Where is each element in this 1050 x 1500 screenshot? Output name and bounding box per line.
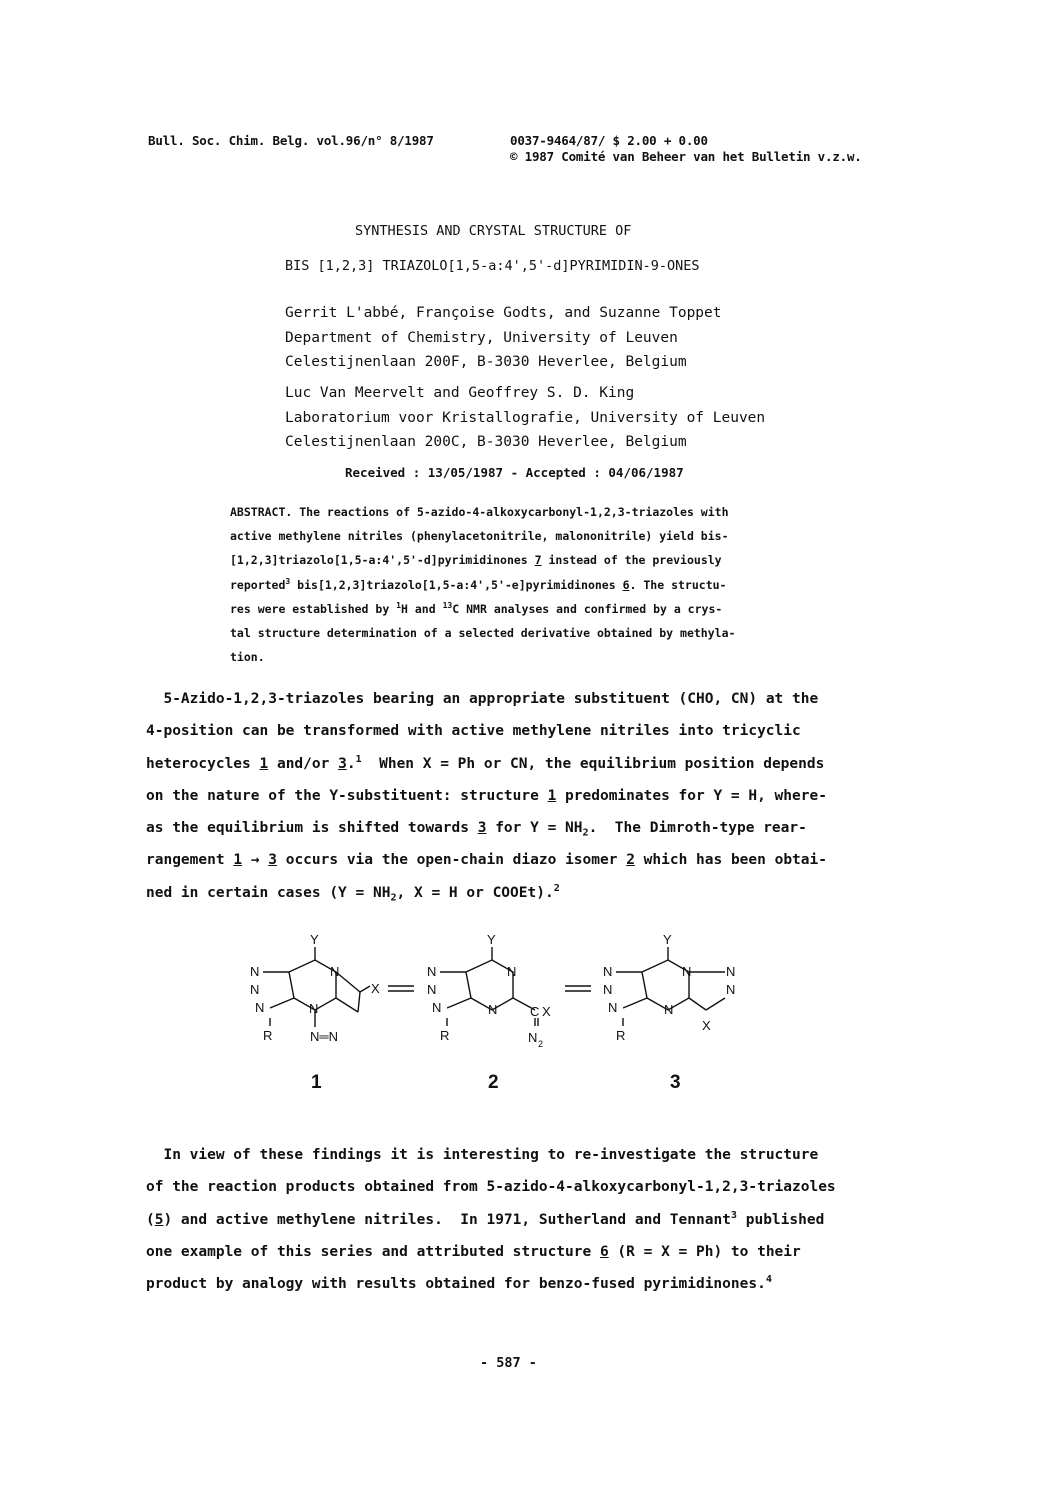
author-dept-1: Department of Chemistry, University of Leuven: [285, 329, 678, 346]
copyright-line: © 1987 Comité van Beheer van het Bulletin v.z.w.: [510, 149, 862, 164]
author-dept-2: Laboratorium voor Kristallografie, University of Leuven: [285, 409, 766, 426]
svg-text:C: C: [530, 1004, 540, 1019]
compound-ref: 7: [534, 553, 542, 568]
structures-svg: [230, 930, 770, 1130]
svg-text:N: N: [726, 964, 736, 979]
svg-text:N: N: [432, 1000, 442, 1015]
compound-ref: 6: [622, 577, 630, 592]
abstract-line: ABSTRACT. The reactions of 5-azido-4-alkoxycarbonyl-1,2,3-triazoles with: [230, 505, 729, 519]
svg-text:N: N: [682, 964, 692, 979]
svg-text:2: 2: [538, 1039, 544, 1049]
paragraph-1: [146, 683, 906, 909]
abstract-line: active methylene nitriles (phenylacetonitrile, malononitrile) yield bis-: [230, 529, 729, 544]
author-names-2: Luc Van Meervelt and Geoffrey S. D. King: [285, 385, 635, 401]
svg-text:X: X: [542, 1004, 551, 1019]
svg-text:N: N: [608, 1000, 618, 1015]
svg-text:N: N: [255, 1000, 265, 1015]
body-line: ned in certain cases ($Y = NH_2$, X = H or COOEt).$^2$: [146, 882, 560, 904]
svg-text:R: R: [440, 1028, 450, 1043]
body-line: 4-position can be transformed with active methylene nitriles into tricyclic: [146, 723, 801, 740]
body-line: In view of these findings it is interesting to re-investigate the structure: [163, 1147, 819, 1163]
svg-text:N: N: [250, 964, 260, 979]
author-address-1: Celestijnenlaan 200F, B-3030 Heverlee, Belgium: [285, 354, 687, 370]
structure-number-3: 3: [670, 1072, 681, 1093]
abstract-line: reported$^3$ bis[1,2,3]triazolo[1,5-a:4',5'-e]pyrimidinones 6. The structu-: [230, 576, 727, 592]
svg-text:N: N: [309, 1001, 319, 1016]
svg-text:N: N: [603, 964, 613, 979]
body-line: on the nature of the Y-substituent: structure 1 predominates for Y = H, where-: [146, 787, 827, 804]
title-line-2: BIS [1,2,3] TRIAZOLO[1,5-a:4',5'-d]PYRIMIDIN-9-ONES: [285, 258, 700, 274]
author-address-2: Celestijnenlaan 200C, B-3030 Heverlee, Belgium: [285, 434, 687, 450]
svg-text:Y: Y: [663, 932, 672, 947]
page-number: - 587 -: [480, 1355, 537, 1371]
received-date: Received : 13/05/1987 - Accepted : 04/06/1987: [345, 465, 684, 480]
svg-text:N: N: [488, 1002, 498, 1017]
svg-text:N: N: [507, 964, 517, 979]
title-line-1: SYNTHESIS AND CRYSTAL STRUCTURE OF: [355, 223, 632, 239]
issn-price: 0037-9464/87/ $ 2.00 + 0.00: [510, 133, 708, 148]
author-names-1: Gerrit L'abbé, Françoise Godts, and Suzanne Toppet: [285, 305, 722, 321]
author-block-2: [285, 381, 765, 455]
svg-text:X: X: [371, 981, 380, 996]
abstract-line: tal structure determination of a selected derivative obtained by methyla-: [230, 626, 736, 641]
body-line: 5-Azido-1,2,3-triazoles bearing an appropriate substituent (CHO, CN) at the: [163, 691, 819, 707]
chemical-structures-figure: [230, 930, 770, 1130]
structure-number-2: 2: [488, 1072, 499, 1093]
svg-text:R: R: [263, 1028, 273, 1043]
body-line: (5) and active methylene nitriles. In 1971, Sutherland and Tennant$^3$ published: [146, 1209, 825, 1228]
svg-text:N: N: [726, 982, 736, 997]
paragraph-2: [146, 1139, 906, 1300]
svg-text:R: R: [616, 1028, 626, 1043]
body-line: heterocycles 1 and/or 3.$^1$ When X = Ph or CN, the equilibrium position depends: [146, 753, 825, 772]
svg-text:N: N: [528, 1030, 538, 1045]
svg-text:N═N: N═N: [310, 1029, 338, 1044]
body-line: as the equilibrium is shifted towards 3 for $Y = NH_2$. The Dimroth-type rear-: [146, 820, 807, 839]
svg-text:N: N: [427, 964, 437, 979]
svg-text:Y: Y: [487, 932, 496, 947]
substituent-y-label: Y: [310, 932, 319, 947]
svg-text:N: N: [427, 982, 437, 997]
journal-citation: Bull. Soc. Chim. Belg. vol.96/n° 8/1987: [148, 133, 434, 148]
body-line: one example of this series and attributed structure 6 (R = X = Ph) to their: [146, 1243, 801, 1260]
body-line: of the reaction products obtained from 5-azido-4-alkoxycarbonyl-1,2,3-triazoles: [146, 1179, 836, 1196]
author-block-1: [285, 301, 722, 375]
structure-number-1: 1: [311, 1072, 322, 1093]
svg-text:X: X: [702, 1018, 711, 1033]
citation-ref: 3: [285, 576, 291, 586]
body-line: product by analogy with results obtained for benzo-fused pyrimidinones.$^4$: [146, 1274, 772, 1293]
svg-text:N: N: [603, 982, 613, 997]
body-line: rangement 1 → 3 occurs via the open-chain diazo isomer 2 which has been obtai-: [146, 852, 827, 869]
abstract-line: tion.: [230, 650, 265, 665]
abstract: [230, 500, 830, 669]
svg-text:N: N: [250, 982, 260, 997]
abstract-line: [1,2,3]triazolo[1,5-a:4',5'-d]pyrimidinones 7 instead of the previously: [230, 553, 722, 568]
svg-text:N: N: [330, 964, 340, 979]
abstract-line: res were established by $^1$H and $^{13}$C NMR analyses and confirmed by a crys-: [230, 600, 723, 616]
svg-text:N: N: [664, 1002, 674, 1017]
